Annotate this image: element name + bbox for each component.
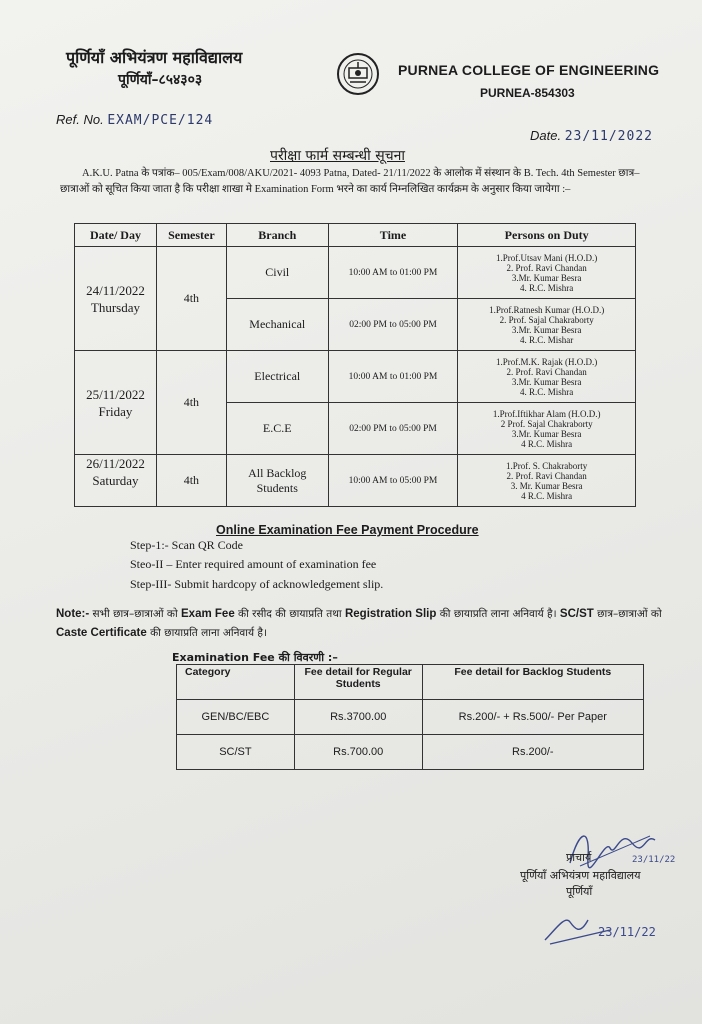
col-header-duty: Persons on Duty [458, 224, 636, 247]
college-emblem-icon [336, 52, 380, 96]
duty-line: 3.Mr. Kumar Besra [511, 324, 582, 335]
note-bold: Caste Certificate [56, 627, 147, 639]
date-text: 26/11/2022 [86, 456, 145, 471]
college-name-hindi: पूर्णियाँ अभियंत्रण महाविद्यालय [66, 48, 243, 67]
ref-label: Ref. No. [56, 112, 104, 127]
duty-line: 1.Prof.M.K. Rajak (H.O.D.) [496, 356, 598, 367]
duty-line: 4. R.C. Mishra [520, 386, 574, 397]
fee-regular: Rs.3700.00 [294, 700, 422, 735]
note-text: की छायाप्रति लाना अनिवार्य है। [146, 627, 267, 639]
duty-line: 4 R.C. Mishra [521, 490, 573, 501]
duty-line: 1.Prof.Ratnesh Kumar (H.O.D.) [489, 304, 605, 315]
fee-backlog: Rs.200/- + Rs.500/- Per Paper [422, 700, 643, 735]
branch-cell: Mechanical [226, 299, 328, 351]
duty-line: 1.Prof.Iftikhar Alam (H.O.D.) [492, 408, 601, 419]
procedure-step: Steo-II – Enter required amount of examination fee [130, 557, 377, 571]
duty-cell [458, 351, 636, 403]
note-bold: Registration Slip [344, 608, 437, 620]
duty-line: 2 Prof. Sajal Chakraborty [500, 418, 593, 429]
date-day-cell [75, 351, 157, 455]
duty-line: 3.Mr. Kumar Besra [511, 272, 582, 283]
note-text: की छायाप्रति लाना अनिवार्य है। [436, 608, 560, 620]
signature-date: 23/11/22 [632, 855, 676, 865]
date-label: Date. [530, 128, 562, 143]
fee-category: SC/ST [177, 735, 295, 770]
note-bold: Exam Fee [181, 608, 235, 620]
duty-line: 4. R.C. Mishar [520, 334, 574, 345]
fee-table-title: Examination Fee की विवरणी :– [172, 651, 338, 664]
col-header-date: Date/ Day [75, 224, 157, 247]
procedure-title: Online Examination Fee Payment Procedure [216, 523, 479, 537]
duty-line: 3.Mr. Kumar Besra [511, 376, 582, 387]
fee-regular: Rs.700.00 [294, 735, 422, 770]
semester-cell: 4th [156, 247, 226, 351]
fee-backlog: Rs.200/- [422, 735, 643, 770]
note-paragraph [56, 605, 666, 643]
col-header-category: Category [177, 665, 295, 700]
date-day-cell [75, 455, 157, 507]
note-text: की रसीद की छायाप्रति तथा [234, 608, 345, 620]
day-text: Thursday [90, 299, 141, 315]
col-header-time: Time [328, 224, 458, 247]
duty-line: 2. Prof. Ravi Chandan [506, 262, 587, 273]
signature-date-2: 23/11/22 [598, 925, 656, 939]
col-header-backlog: Fee detail for Backlog Students [422, 665, 643, 700]
duty-line: 3.Mr. Kumar Besra [511, 428, 582, 439]
branch-cell: All Backlog Students [226, 455, 328, 507]
procedure-step: Step-III- Submit hardcopy of acknowledgement slip. [130, 577, 384, 591]
intro-paragraph: A.K.U. Patna के पत्रांक– 005/Exam/008/AKU/2021- 4093 Patna, Dated- 21/11/2022 के आलोक में संस्थान के B. Tech. 4th Semester छात्र–छात्राओं को सूचित किया जाता है कि परीक्षा शाखा मे Examination Form भरने का कार्य निम्नलिखित कार्यक्रम के अनुसार किया जायेगा :– [60, 168, 640, 195]
table-row [75, 455, 636, 507]
col-header-regular: Fee detail for Regular Students [294, 665, 422, 700]
time-cell: 10:00 AM to 01:00 PM [328, 247, 458, 299]
note-label: Note:- [56, 608, 90, 620]
duty-line: 4 R.C. Mishra [521, 438, 573, 449]
day-text: Friday [98, 403, 133, 419]
signature-college: पूर्णियाँ अभियंत्रण महाविद्यालय [520, 869, 641, 882]
notice-subject: परीक्षा फार्म सम्बन्धी सूचना [270, 148, 405, 164]
duty-line: 2. Prof. Ravi Chandan [506, 470, 587, 481]
time-cell: 10:00 AM to 01:00 PM [328, 351, 458, 403]
table-row [75, 351, 636, 403]
time-cell: 02:00 PM to 05:00 PM [328, 299, 458, 351]
duty-line: 3. Mr. Kumar Besra [510, 480, 583, 491]
notice-date [530, 128, 653, 144]
branch-cell: E.C.E [226, 403, 328, 455]
note-text: सभी छात्र–छात्राओं को [89, 608, 182, 620]
semester-cell: 4th [156, 351, 226, 455]
reference-number [56, 112, 213, 128]
fee-table [176, 664, 644, 770]
note-text: छात्र–छात्राओं को [593, 608, 662, 620]
principal-designation: प्राचार्य [566, 851, 592, 864]
time-cell: 10:00 AM to 05:00 PM [328, 455, 458, 507]
table-row [75, 247, 636, 299]
duty-cell [458, 455, 636, 507]
note-bold: SC/ST [559, 608, 594, 620]
date-value: 23/11/2022 [564, 129, 653, 144]
duty-line: 4. R.C. Mishra [520, 282, 574, 293]
fee-category: GEN/BC/EBC [177, 700, 295, 735]
duty-cell [458, 403, 636, 455]
schedule-header-row [75, 224, 636, 247]
table-row [177, 700, 644, 735]
schedule-table [74, 223, 636, 507]
date-text: 25/11/2022 [86, 386, 145, 402]
col-header-semester: Semester [156, 224, 226, 247]
duty-line: 2. Prof. Ravi Chandan [506, 366, 587, 377]
table-row [177, 735, 644, 770]
branch-cell: Electrical [226, 351, 328, 403]
branch-cell: Civil [226, 247, 328, 299]
time-cell: 02:00 PM to 05:00 PM [328, 403, 458, 455]
day-text: Saturday [92, 473, 139, 488]
duty-line: 1.Prof.Utsav Mani (H.O.D.) [496, 252, 598, 263]
date-day-cell [75, 247, 157, 351]
semester-cell: 4th [156, 455, 226, 507]
col-header-branch: Branch [226, 224, 328, 247]
procedure-step: Step-1:- Scan QR Code [130, 538, 243, 552]
date-text: 24/11/2022 [86, 282, 145, 298]
ref-value: EXAM/PCE/124 [107, 113, 214, 128]
duty-line: 1.Prof. S. Chakraborty [506, 460, 588, 471]
second-signature [540, 900, 670, 950]
fee-header-row [177, 665, 644, 700]
duty-cell [458, 247, 636, 299]
duty-cell [458, 299, 636, 351]
signature-city: पूर्णियाँ [566, 885, 593, 898]
college-city-english: PURNEA-854303 [480, 86, 575, 100]
duty-line: 2. Prof. Sajal Chakraborty [499, 314, 594, 325]
college-name-english: PURNEA COLLEGE OF ENGINEERING [398, 62, 660, 78]
college-city-hindi: पूर्णियाँ–८५४३०३ [118, 72, 203, 88]
